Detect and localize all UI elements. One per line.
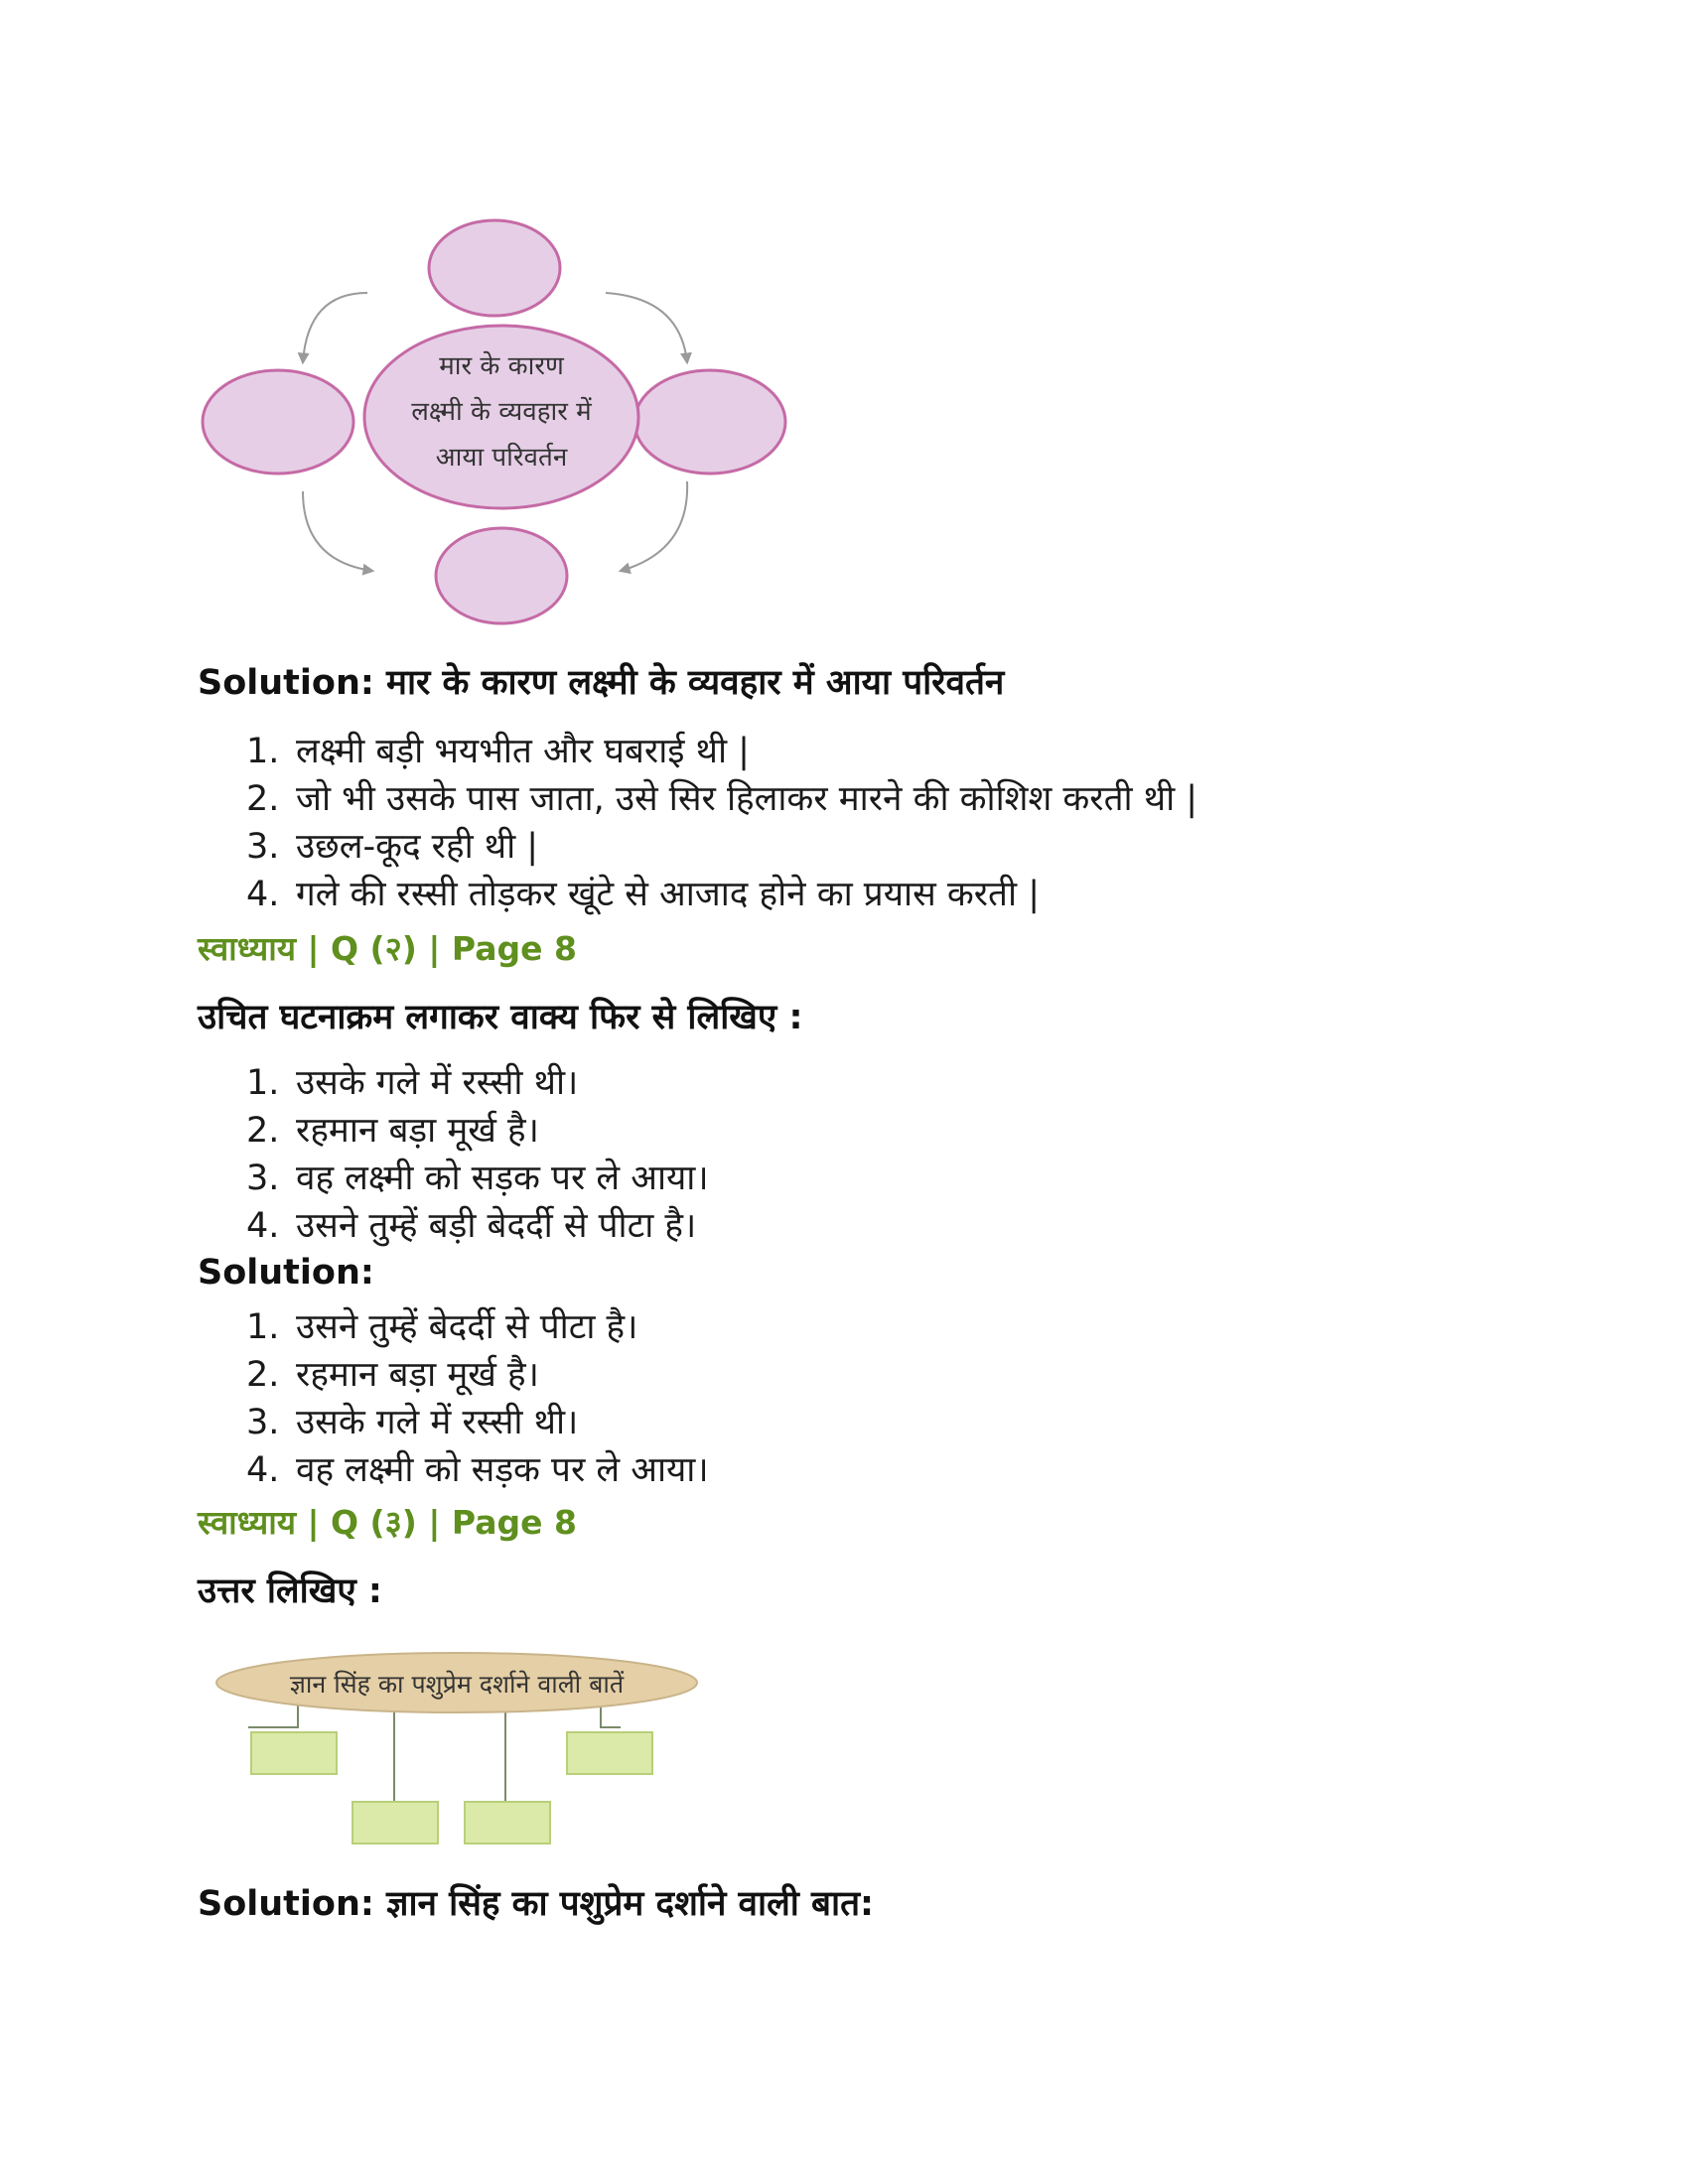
oval-right (634, 370, 785, 474)
center-text-line-3: आया परिवर्तन (435, 443, 568, 473)
arrow-top-right (606, 293, 687, 362)
arrow-top-left (303, 293, 367, 362)
list-item: 3. उसके गले में रस्सी थी। (246, 1403, 579, 1442)
list-item: 4. उसने तुम्हें बड़ी बेदर्दी से पीटा है। (246, 1206, 697, 1246)
oval-bottom (436, 528, 567, 623)
list-item: 4. गले की रस्सी तोड़कर खूंटे से आजाद होने का प्रयास करती | (246, 875, 1040, 914)
list-item: 1. उसके गले में रस्सी थी। (246, 1063, 579, 1103)
behaviour-change-diagram (199, 213, 834, 630)
solution-title: मार के कारण लक्ष्मी के व्यवहार में आया परिवर्तन (386, 663, 1005, 703)
list-item: 2. रहमान बड़ा मूर्ख है। (246, 1111, 539, 1151)
answer-box-1 (251, 1732, 337, 1774)
section-2-question: उचित घटनाक्रम लगाकर वाक्य फिर से लिखिए : (198, 998, 803, 1037)
answer-box-2 (352, 1802, 438, 1843)
list-item: 3. वह लक्ष्मी को सड़क पर ले आया। (246, 1159, 709, 1198)
solution-label: Solution: (198, 1884, 374, 1924)
section-2-ref: स्वाध्याय | Q (२) | Page 8 (198, 929, 577, 968)
list-item: 2. जो भी उसके पास जाता, उसे सिर हिलाकर मारने की कोशिश करती थी | (246, 779, 1198, 819)
section-2-list (246, 1059, 709, 1250)
animal-love-diagram (213, 1643, 710, 1846)
answer-box-4 (567, 1732, 652, 1774)
arrow-bottom-left (303, 491, 372, 571)
list-item: 1. लक्ष्मी बड़ी भयभीत और घबराई थी | (246, 732, 750, 771)
center-text-line-1: मार के कारण (439, 351, 564, 381)
solution-1-list (246, 728, 1197, 918)
solution-title: ज्ञान सिंह का पशुप्रेम दर्शाने वाली बात: (386, 1884, 875, 1924)
section-2-solution-list (246, 1303, 709, 1494)
answer-box-3 (465, 1802, 550, 1843)
list-item: 3. उछल-कूद रही थी | (246, 827, 539, 867)
solution-1-heading (198, 658, 1004, 705)
list-item: 2. रहमान बड़ा मूर्ख है। (246, 1355, 539, 1395)
arrow-bottom-right (621, 481, 687, 571)
oval-top (429, 220, 560, 316)
diagram-title: ज्ञान सिंह का पशुप्रेम दर्शाने वाली बातें (289, 1670, 625, 1699)
oval-left (203, 370, 353, 474)
solution-label: Solution: (198, 663, 374, 703)
section-3-solution-heading (198, 1879, 874, 1926)
list-item: 4. वह लक्ष्मी को सड़क पर ले आया। (246, 1450, 709, 1490)
center-text-line-2: लक्ष्मी के व्यवहार में (411, 397, 592, 427)
list-item: 1. उसने तुम्हें बेदर्दी से पीटा है। (246, 1307, 638, 1347)
section-2-solution-label: Solution: (198, 1253, 374, 1293)
section-3-ref: स्वाध्याय | Q (३) | Page 8 (198, 1503, 577, 1542)
section-3-question: उत्तर लिखिए : (198, 1571, 382, 1611)
